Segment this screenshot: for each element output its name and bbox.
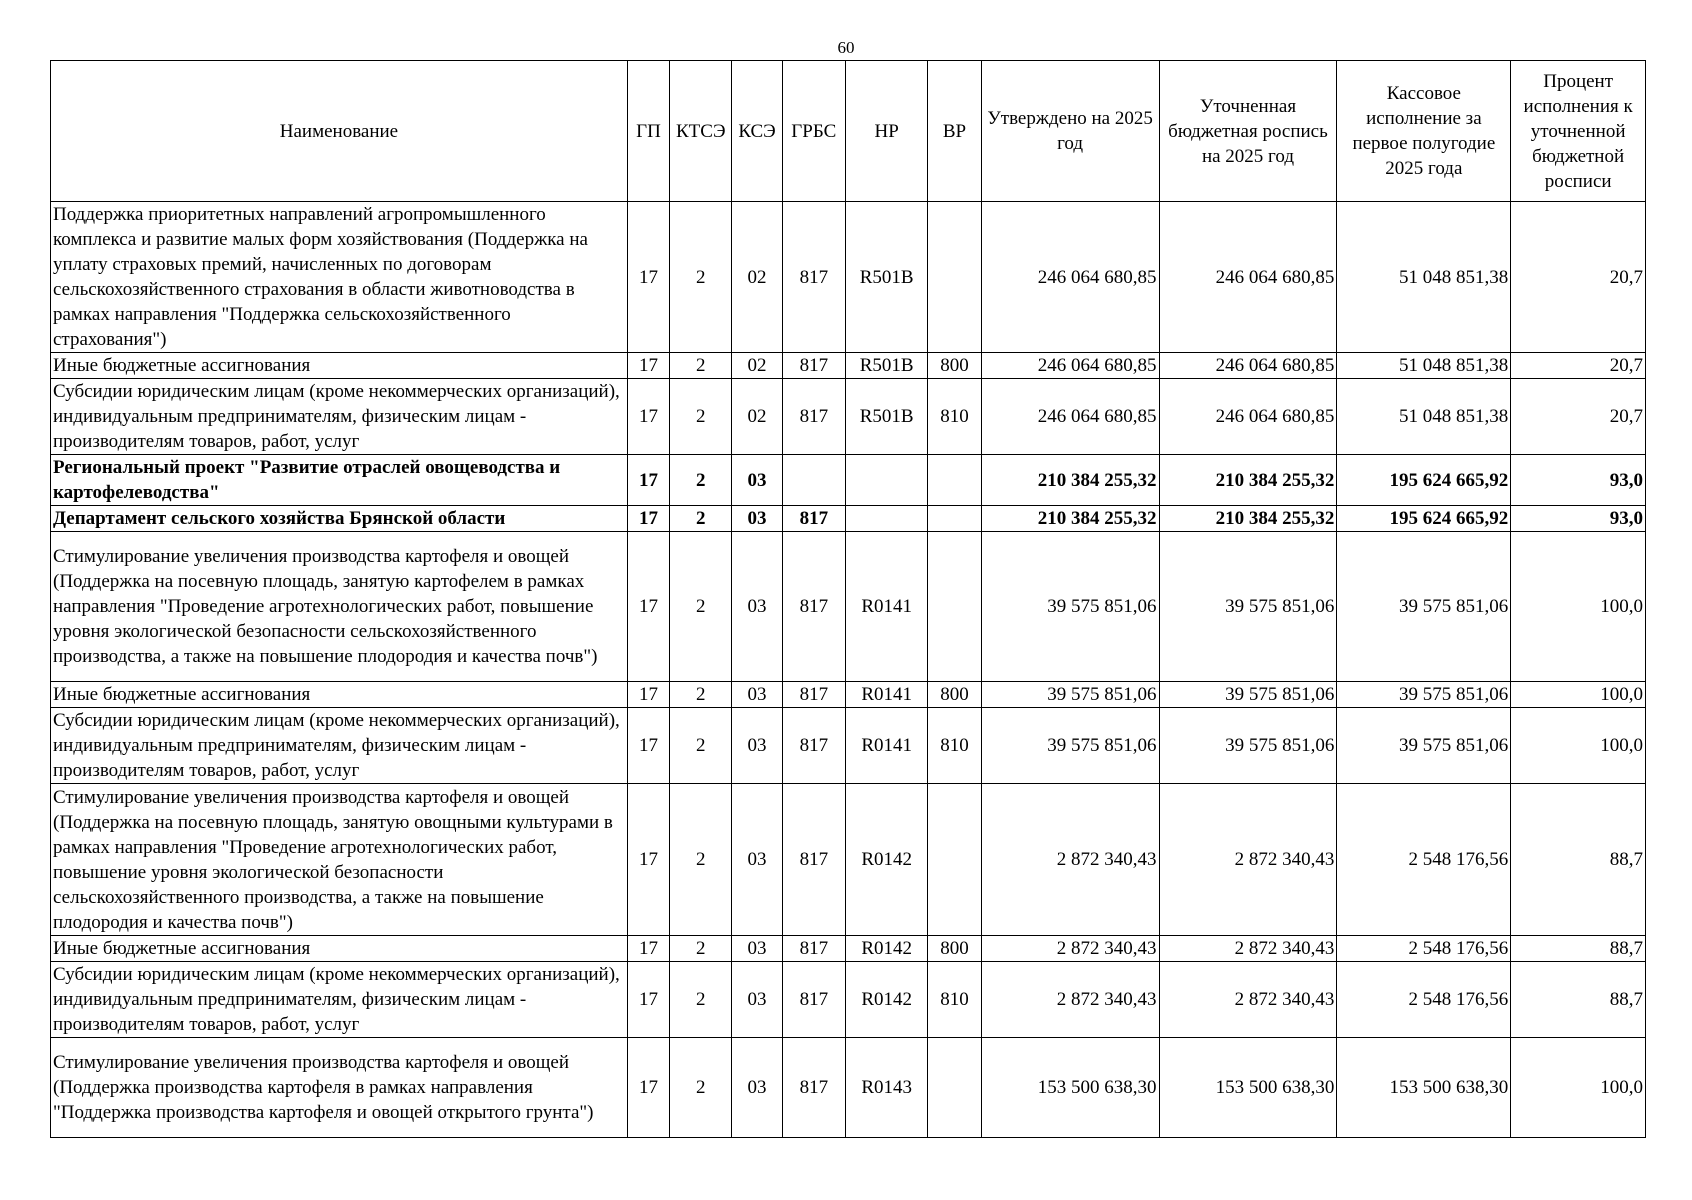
cell-refined: 246 064 680,85	[1159, 379, 1337, 455]
cell-gp: 17	[627, 532, 669, 682]
header-vr: ВР	[928, 61, 981, 202]
cell-vr: 810	[928, 708, 981, 784]
cell-approved: 39 575 851,06	[981, 682, 1159, 708]
cell-grbs: 817	[782, 202, 845, 353]
cell-ktse: 2	[670, 532, 732, 682]
cell-grbs: 817	[782, 353, 845, 379]
cell-nr: R0142	[845, 962, 927, 1038]
cell-ktse: 2	[670, 455, 732, 506]
table-header-row	[51, 61, 1646, 202]
header-gp: ГП	[627, 61, 669, 202]
cell-name: Поддержка приоритетных направлений агропромышленного комплекса и развитие малых форм хозяйствования (Поддержка на уплату страховых премий, начисленных по договорам сельскохозяйственного страхования в области животноводства в рамках направления "Поддержка сельскохозяйственного страхования")	[51, 202, 628, 353]
cell-cash: 51 048 851,38	[1337, 353, 1511, 379]
cell-gp: 17	[627, 379, 669, 455]
cell-vr: 800	[928, 682, 981, 708]
cell-name: Иные бюджетные ассигнования	[51, 936, 628, 962]
cell-refined: 153 500 638,30	[1159, 1038, 1337, 1138]
header-percent: Процент исполнения к уточненной бюджетной росписи	[1511, 61, 1646, 202]
cell-vr	[928, 506, 981, 532]
cell-approved: 246 064 680,85	[981, 379, 1159, 455]
cell-grbs: 817	[782, 784, 845, 936]
cell-gp: 17	[627, 682, 669, 708]
cell-approved: 210 384 255,32	[981, 506, 1159, 532]
cell-cash: 39 575 851,06	[1337, 682, 1511, 708]
cell-nr: R0141	[845, 708, 927, 784]
cell-vr: 800	[928, 936, 981, 962]
header-cash: Кассовое исполнение за первое полугодие 2025 года	[1337, 61, 1511, 202]
cell-refined: 246 064 680,85	[1159, 202, 1337, 353]
cell-kse: 03	[732, 682, 782, 708]
cell-nr	[845, 455, 927, 506]
cell-approved: 210 384 255,32	[981, 455, 1159, 506]
cell-grbs: 817	[782, 379, 845, 455]
cell-ktse: 2	[670, 682, 732, 708]
cell-nr: R0142	[845, 784, 927, 936]
cell-gp: 17	[627, 353, 669, 379]
cell-kse: 03	[732, 936, 782, 962]
cell-vr: 810	[928, 962, 981, 1038]
cell-name: Стимулирование увеличения производства картофеля и овощей (Поддержка производства картофеля в рамках направления "Поддержка производства картофеля и овощей открытого грунта")	[51, 1038, 628, 1138]
cell-name: Департамент сельского хозяйства Брянской области	[51, 506, 628, 532]
cell-approved: 39 575 851,06	[981, 532, 1159, 682]
cell-kse: 03	[732, 1038, 782, 1138]
cell-nr: R501B	[845, 379, 927, 455]
cell-vr	[928, 784, 981, 936]
cell-name: Региональный проект "Развитие отраслей овощеводства и картофелеводства"	[51, 455, 628, 506]
cell-kse: 02	[732, 379, 782, 455]
cell-ktse: 2	[670, 202, 732, 353]
cell-cash: 2 548 176,56	[1337, 936, 1511, 962]
cell-approved: 2 872 340,43	[981, 936, 1159, 962]
table-row	[51, 506, 1646, 532]
cell-percent: 100,0	[1511, 682, 1646, 708]
cell-vr	[928, 1038, 981, 1138]
cell-name: Иные бюджетные ассигнования	[51, 682, 628, 708]
cell-kse: 03	[732, 532, 782, 682]
cell-cash: 195 624 665,92	[1337, 506, 1511, 532]
cell-nr: R0142	[845, 936, 927, 962]
cell-refined: 210 384 255,32	[1159, 455, 1337, 506]
table-row	[51, 784, 1646, 936]
cell-nr: R0141	[845, 532, 927, 682]
cell-refined: 210 384 255,32	[1159, 506, 1337, 532]
cell-grbs: 817	[782, 506, 845, 532]
cell-refined: 2 872 340,43	[1159, 962, 1337, 1038]
cell-nr: R501B	[845, 353, 927, 379]
cell-gp: 17	[627, 202, 669, 353]
cell-percent: 100,0	[1511, 1038, 1646, 1138]
cell-kse: 02	[732, 202, 782, 353]
cell-approved: 2 872 340,43	[981, 784, 1159, 936]
cell-name: Стимулирование увеличения производства картофеля и овощей (Поддержка на посевную площадь, занятую овощными культурами в рамках направления "Проведение агротехнологических работ, повышение уровня экологической безопасности сельскохозяйственного производства, а также на повышение плодородия и качества почв")	[51, 784, 628, 936]
cell-gp: 17	[627, 708, 669, 784]
cell-cash: 51 048 851,38	[1337, 379, 1511, 455]
cell-grbs: 817	[782, 532, 845, 682]
cell-cash: 39 575 851,06	[1337, 532, 1511, 682]
cell-ktse: 2	[670, 962, 732, 1038]
cell-kse: 03	[732, 962, 782, 1038]
cell-refined: 39 575 851,06	[1159, 708, 1337, 784]
cell-approved: 2 872 340,43	[981, 962, 1159, 1038]
cell-kse: 02	[732, 353, 782, 379]
header-nr: НР	[845, 61, 927, 202]
cell-grbs: 817	[782, 1038, 845, 1138]
cell-nr: R0143	[845, 1038, 927, 1138]
table-row	[51, 202, 1646, 353]
cell-gp: 17	[627, 1038, 669, 1138]
table-row	[51, 682, 1646, 708]
table-row	[51, 936, 1646, 962]
cell-percent: 20,7	[1511, 353, 1646, 379]
cell-ktse: 2	[670, 708, 732, 784]
cell-percent: 100,0	[1511, 708, 1646, 784]
cell-vr	[928, 532, 981, 682]
cell-grbs: 817	[782, 708, 845, 784]
cell-ktse: 2	[670, 1038, 732, 1138]
cell-cash: 195 624 665,92	[1337, 455, 1511, 506]
cell-gp: 17	[627, 455, 669, 506]
cell-percent: 93,0	[1511, 506, 1646, 532]
cell-ktse: 2	[670, 506, 732, 532]
table-row	[51, 532, 1646, 682]
cell-approved: 246 064 680,85	[981, 353, 1159, 379]
cell-vr: 800	[928, 353, 981, 379]
cell-cash: 153 500 638,30	[1337, 1038, 1511, 1138]
cell-name: Иные бюджетные ассигнования	[51, 353, 628, 379]
header-kse: КСЭ	[732, 61, 782, 202]
cell-grbs: 817	[782, 962, 845, 1038]
table-row	[51, 1038, 1646, 1138]
table-row	[51, 353, 1646, 379]
cell-approved: 153 500 638,30	[981, 1038, 1159, 1138]
cell-name: Субсидии юридическим лицам (кроме некоммерческих организаций), индивидуальным предпринимателям, физическим лицам - производителям товаров, работ, услуг	[51, 708, 628, 784]
cell-nr: R0141	[845, 682, 927, 708]
cell-grbs: 817	[782, 682, 845, 708]
cell-refined: 39 575 851,06	[1159, 532, 1337, 682]
cell-vr	[928, 455, 981, 506]
cell-kse: 03	[732, 506, 782, 532]
cell-cash: 39 575 851,06	[1337, 708, 1511, 784]
cell-name: Субсидии юридическим лицам (кроме некоммерческих организаций), индивидуальным предпринимателям, физическим лицам - производителям товаров, работ, услуг	[51, 379, 628, 455]
budget-table	[50, 60, 1646, 1138]
header-ktse: КТСЭ	[670, 61, 732, 202]
cell-vr	[928, 202, 981, 353]
cell-vr: 810	[928, 379, 981, 455]
header-refined: Уточненная бюджетная роспись на 2025 год	[1159, 61, 1337, 202]
cell-cash: 2 548 176,56	[1337, 962, 1511, 1038]
cell-approved: 39 575 851,06	[981, 708, 1159, 784]
cell-refined: 39 575 851,06	[1159, 682, 1337, 708]
cell-gp: 17	[627, 936, 669, 962]
cell-percent: 20,7	[1511, 202, 1646, 353]
cell-gp: 17	[627, 784, 669, 936]
cell-approved: 246 064 680,85	[981, 202, 1159, 353]
cell-percent: 20,7	[1511, 379, 1646, 455]
cell-ktse: 2	[670, 353, 732, 379]
page-number: 60	[837, 38, 855, 57]
cell-kse: 03	[732, 455, 782, 506]
table-row	[51, 455, 1646, 506]
cell-cash: 51 048 851,38	[1337, 202, 1511, 353]
cell-gp: 17	[627, 506, 669, 532]
cell-percent: 88,7	[1511, 784, 1646, 936]
cell-kse: 03	[732, 784, 782, 936]
header-grbs: ГРБС	[782, 61, 845, 202]
table-row	[51, 962, 1646, 1038]
cell-kse: 03	[732, 708, 782, 784]
cell-ktse: 2	[670, 936, 732, 962]
cell-cash: 2 548 176,56	[1337, 784, 1511, 936]
cell-gp: 17	[627, 962, 669, 1038]
cell-ktse: 2	[670, 784, 732, 936]
cell-percent: 93,0	[1511, 455, 1646, 506]
cell-grbs	[782, 455, 845, 506]
cell-nr	[845, 506, 927, 532]
cell-percent: 100,0	[1511, 532, 1646, 682]
header-name: Наименование	[51, 61, 628, 202]
cell-refined: 2 872 340,43	[1159, 936, 1337, 962]
cell-name: Субсидии юридическим лицам (кроме некоммерческих организаций), индивидуальным предпринимателям, физическим лицам - производителям товаров, работ, услуг	[51, 962, 628, 1038]
header-approved: Утверждено на 2025 год	[981, 61, 1159, 202]
cell-percent: 88,7	[1511, 936, 1646, 962]
cell-nr: R501B	[845, 202, 927, 353]
table-row	[51, 379, 1646, 455]
cell-refined: 246 064 680,85	[1159, 353, 1337, 379]
cell-refined: 2 872 340,43	[1159, 784, 1337, 936]
table-row	[51, 708, 1646, 784]
cell-percent: 88,7	[1511, 962, 1646, 1038]
cell-name: Стимулирование увеличения производства картофеля и овощей (Поддержка на посевную площадь, занятую картофелем в рамках направления "Проведение агротехнологических работ, повышение уровня экологической безопасности сельскохозяйственного производства, а также на повышение плодородия и качества почв")	[51, 532, 628, 682]
cell-grbs: 817	[782, 936, 845, 962]
cell-ktse: 2	[670, 379, 732, 455]
